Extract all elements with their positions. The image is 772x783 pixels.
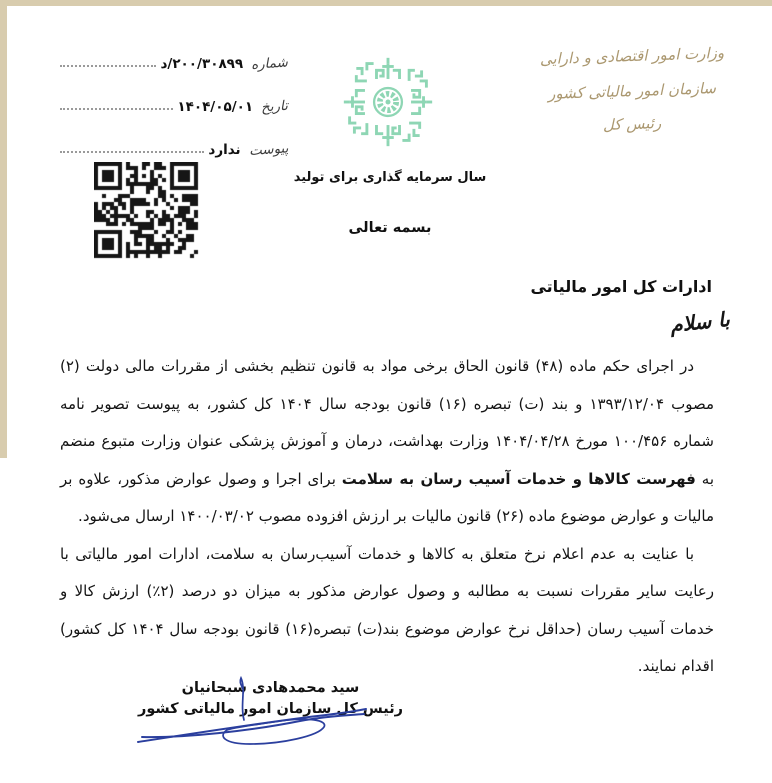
letterhead-ministry: وزارت امور اقتصادی و دارایی bbox=[539, 43, 725, 69]
basmala: بسمه تعالی bbox=[348, 220, 432, 236]
letterhead-block bbox=[506, 38, 758, 140]
scan-edge-top bbox=[0, 0, 772, 6]
signature-scribble bbox=[130, 672, 375, 754]
meta-number-row bbox=[60, 46, 288, 72]
meta-date-row bbox=[60, 89, 288, 115]
number-label: شماره bbox=[250, 54, 289, 73]
dotted-leader bbox=[60, 151, 204, 153]
dotted-leader bbox=[60, 65, 156, 67]
letterhead-role: رئیس کل bbox=[602, 113, 662, 135]
year-slogan: سال سرمایه گذاری برای تولید bbox=[293, 170, 487, 185]
salutation: با سلام bbox=[669, 306, 732, 338]
number-value: ۲۰۰/۳۰۸۹۹/د bbox=[160, 56, 244, 72]
tax-administration-emblem-icon bbox=[340, 54, 436, 150]
date-value: ۱۴۰۴/۰۵/۰۱ bbox=[177, 99, 254, 115]
letter-body bbox=[60, 348, 714, 686]
recipient-heading: ادارات کل امور مالیاتی bbox=[530, 277, 712, 296]
attachment-label: پیوست bbox=[248, 140, 289, 160]
letter-meta-block bbox=[60, 46, 288, 175]
date-label: تاریخ bbox=[260, 97, 289, 116]
body-paragraph-1: در اجرای حکم ماده (۴۸) قانون الحاق برخی مواد به قانون تنظیم بخشی از مقررات مالی دولت (۲) مصوب ۱۳۹۳/۱۲/۰۴ و بند (ت) تبصره (۱۶) قانون بودجه سال ۱۴۰۴ کل کشور، به پیوست تصویر نامه شماره ۱۰۰/۴۵۶ مورخ ۱۴۰۴/۰۴/۲۸ وزارت بهداشت، درمان و آموزش پزشکی عنوان وزارت متبوع منضم به فهرست کالاها و خدمات آسیب رسان به سلامت برای اجرا و وصول عوارض مذکور، علاوه بر مالیات و عوارض موضوع ماده (۲۶) قانون مالیات بر ارزش افزوده مصوب ۱۴۰۰/۰۳/۰۲ ارسال می‌شود. bbox=[60, 357, 714, 525]
signer-name: سید محمدهادی سبحانیان bbox=[181, 680, 360, 696]
meta-attachment-row bbox=[60, 132, 288, 158]
attachment-value: ندارد bbox=[208, 142, 241, 158]
letterhead-organization: سازمان امور مالیاتی کشور bbox=[547, 79, 717, 103]
signer-title: رئیس کل سازمان امور مالیاتی کشور bbox=[137, 701, 404, 717]
body-paragraph-2: با عنایت به عدم اعلام نرخ متعلق به کالاها و خدمات آسیب‌رسان به سلامت، ادارات امور مالیاتی با رعایت سایر مقررات نسبت به مطالبه و وصول عوارض مذکور به میزان دو درصد (۲٪) ارزش کالا و خدمات آسیب رسان (حداقل نرخ عوارض موضوع بند(ت) تبصره(۱۶) قانون بودجه سال ۱۴۰۴ کل کشور) اقدام نمایند. bbox=[60, 544, 715, 675]
dotted-leader bbox=[60, 108, 173, 110]
